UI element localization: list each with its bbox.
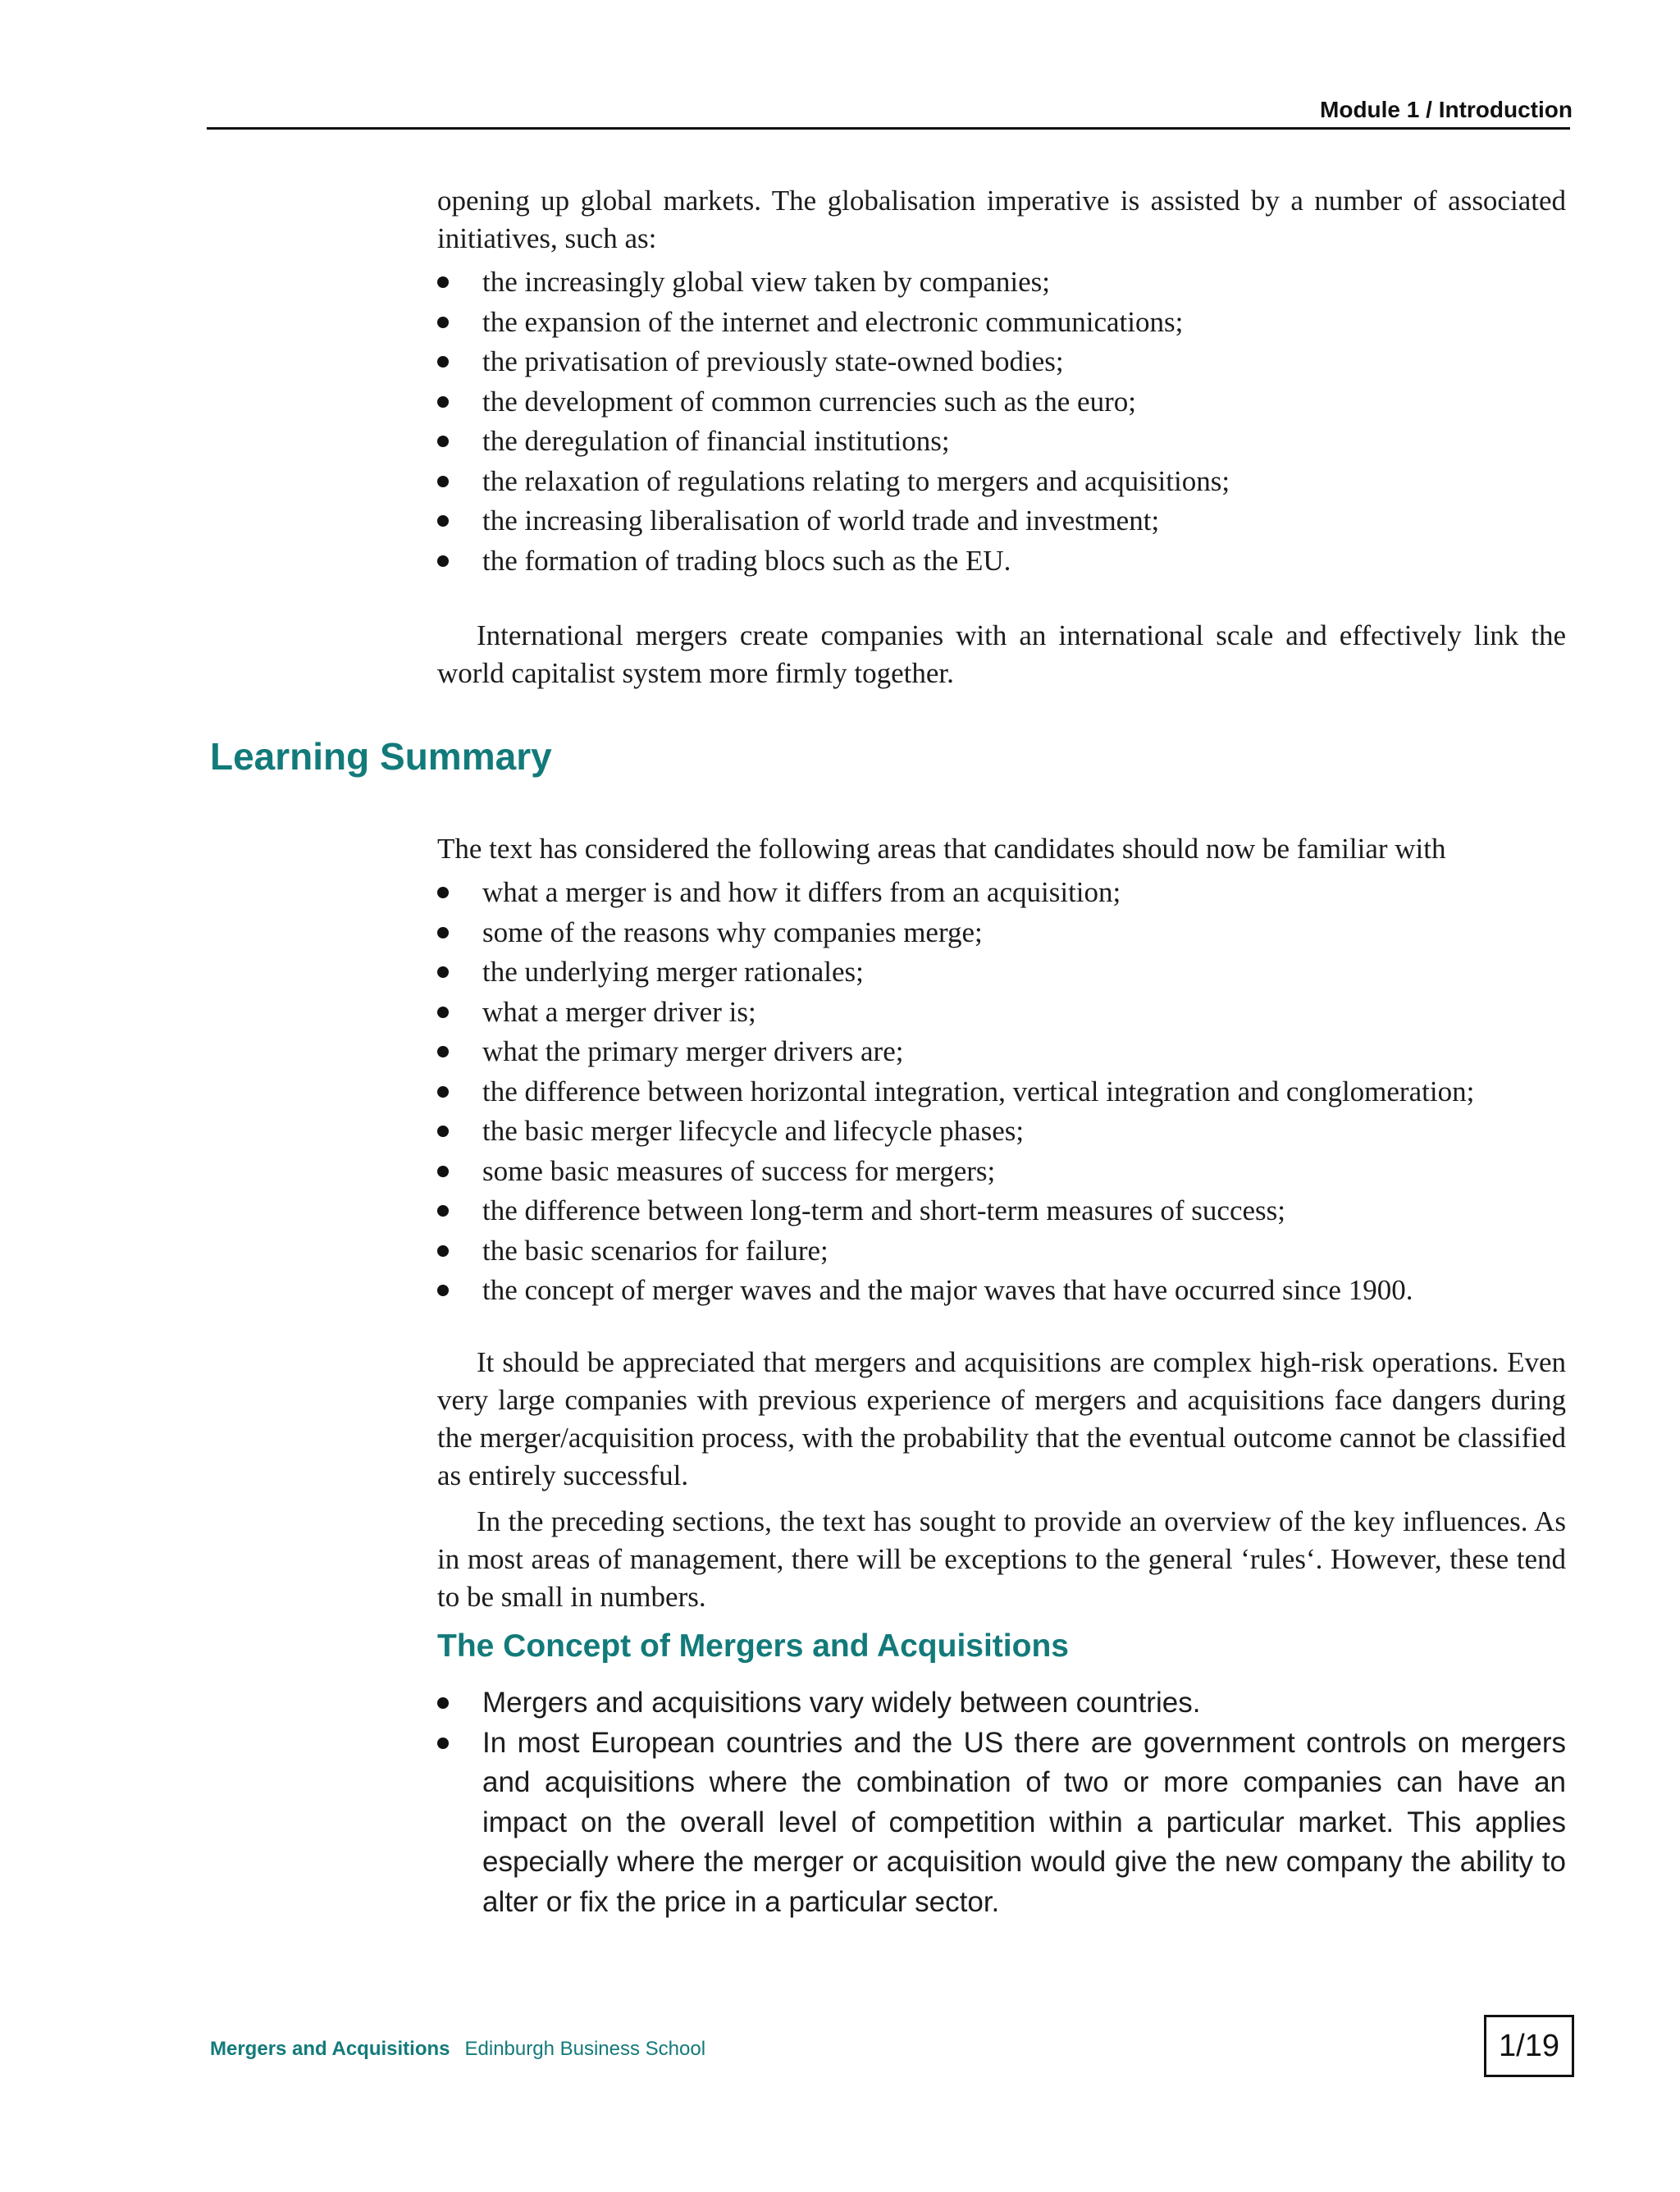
bullet-icon <box>437 1086 449 1098</box>
list-item: what the primary merger drivers are; <box>437 1032 1566 1072</box>
intro-paragraph: opening up global markets. The globalisation imperative is assisted by a number of associated initiatives, such as: <box>437 185 1566 254</box>
summary-paragraph-1: It should be appreciated that mergers and acquisitions are complex high-risk operations. Even very large companies with previous experience of mergers and acquisitions face dangers during the merger/acquisition process, with the probability that the eventual outcome cannot be classified as entirely successful. <box>437 1345 1566 1491</box>
bullet-icon <box>437 436 449 447</box>
list-item: Mergers and acquisitions vary widely between countries. <box>437 1683 1566 1724</box>
list-item: the underlying merger rationales; <box>437 952 1566 993</box>
list-item: some basic measures of success for mergers; <box>437 1152 1566 1192</box>
concept-heading: The Concept of Mergers and Acquisitions <box>437 1628 1069 1664</box>
bullet-icon <box>437 1245 449 1257</box>
bullet-icon <box>437 966 449 978</box>
list-item: the expansion of the internet and electronic communications; <box>437 303 1566 343</box>
list-item: the deregulation of financial institutions; <box>437 422 1566 462</box>
list-item: some of the reasons why companies merge; <box>437 913 1566 953</box>
list-item: the relaxation of regulations relating to mergers and acquisitions; <box>437 462 1566 502</box>
list-item: the increasingly global view taken by companies; <box>437 263 1566 303</box>
bullet-icon <box>437 927 449 938</box>
footer-course-title: Mergers and Acquisitions <box>210 2038 450 2060</box>
list-item: what a merger is and how it differs from an acquisition; <box>437 873 1566 913</box>
list-item: the increasing liberalisation of world trade and investment; <box>437 501 1566 541</box>
list-item: the basic scenarios for failure; <box>437 1231 1566 1272</box>
bullet-icon <box>437 555 449 567</box>
bullet-icon <box>437 1126 449 1137</box>
bullet-icon <box>437 276 449 288</box>
bullet-icon <box>437 1046 449 1057</box>
footer-school: Edinburgh Business School <box>464 2038 706 2060</box>
intro-closing-paragraph: International mergers create companies with an international scale and effectively link the world capitalist system more firmly together. <box>437 619 1566 689</box>
list-item: the formation of trading blocs such as the EU. <box>437 541 1566 582</box>
bullet-icon <box>437 396 449 408</box>
intro-section <box>437 182 1566 692</box>
bullet-icon <box>437 356 449 368</box>
page-number: 1/19 <box>1484 2015 1574 2077</box>
summary-bullet-list <box>437 873 1566 1311</box>
bullet-icon <box>437 1285 449 1296</box>
bullet-icon <box>437 1697 449 1709</box>
header-rule <box>207 127 1570 130</box>
learning-summary-heading: Learning Summary <box>210 735 552 778</box>
summary-lead: The text has considered the following areas that candidates should now be familiar with <box>437 833 1446 865</box>
bullet-icon <box>437 476 449 487</box>
bullet-icon <box>437 515 449 527</box>
concept-section <box>437 1683 1566 1922</box>
list-item: the privatisation of previously state-owned bodies; <box>437 342 1566 382</box>
bullet-icon <box>437 1166 449 1177</box>
list-item: In most European countries and the US there are government controls on mergers and acquisitions where the combination of two or more companies can have an impact on the overall level of competition within a particular market. This applies especially where the merger or acquisition would give the new company the ability to alter or fix the price in a particular sector. <box>437 1724 1566 1923</box>
learning-summary-section <box>437 830 1566 1616</box>
list-item: the basic merger lifecycle and lifecycle phases; <box>437 1112 1566 1152</box>
footer <box>210 2038 705 2061</box>
intro-bullet-list <box>437 263 1566 581</box>
concept-bullet-list <box>437 1683 1566 1922</box>
bullet-icon <box>437 1007 449 1018</box>
bullet-icon <box>437 887 449 898</box>
list-item: the development of common currencies such as the euro; <box>437 382 1566 422</box>
running-header: Module 1 / Introduction <box>1320 97 1573 122</box>
summary-paragraph-2: In the preceding sections, the text has sought to provide an overview of the key influences. As in most areas of management, there will be exceptions to the general ‘rules‘. However, these tend to be small in numbers. <box>437 1505 1566 1613</box>
bullet-icon <box>437 1205 449 1217</box>
list-item: what a merger driver is; <box>437 993 1566 1033</box>
list-item: the concept of merger waves and the major waves that have occurred since 1900. <box>437 1271 1566 1311</box>
bullet-icon <box>437 317 449 328</box>
list-item: the difference between long-term and short-term measures of success; <box>437 1191 1566 1231</box>
bullet-icon <box>437 1738 449 1749</box>
list-item: the difference between horizontal integration, vertical integration and conglomeration; <box>437 1072 1566 1112</box>
